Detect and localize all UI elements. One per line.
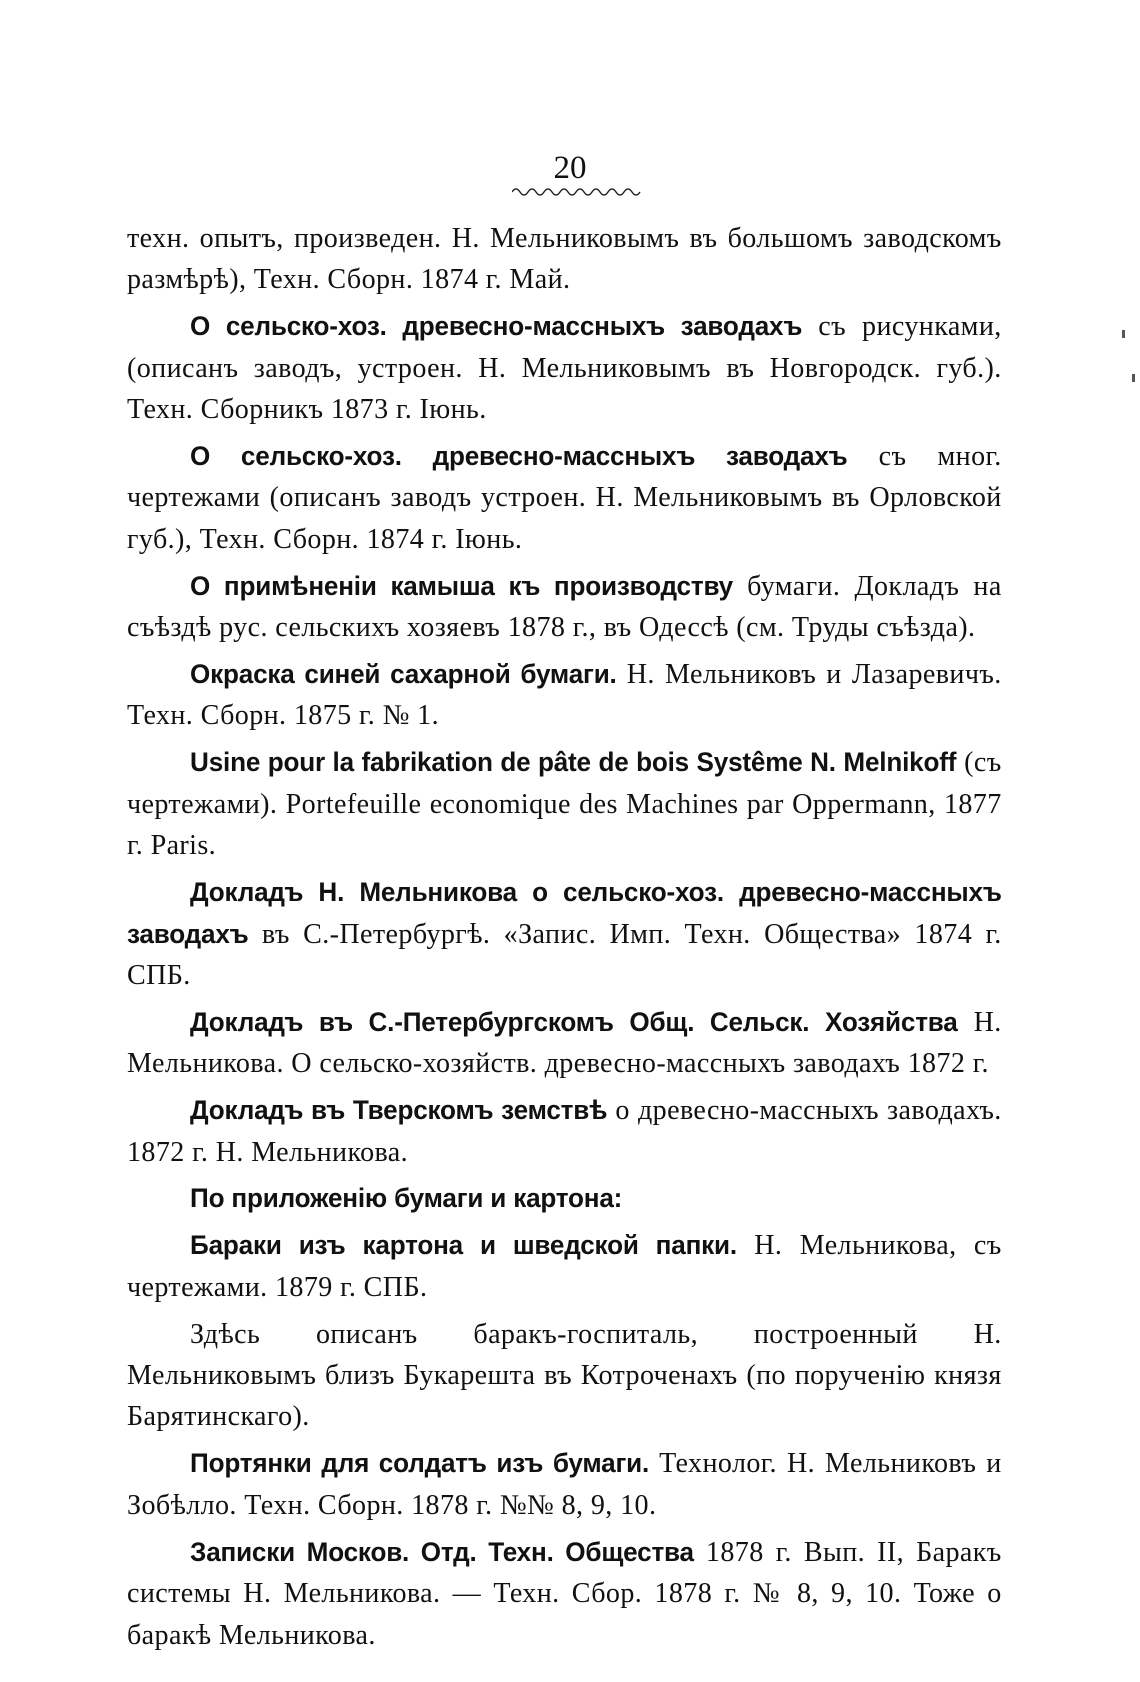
entry-text: о древесно-массныхъ заводахъ. 1872 г. Н. Мельникова. — [127, 1095, 1002, 1168]
page-number: 20 — [553, 150, 587, 186]
section-heading — [127, 1178, 1002, 1219]
bibliography-entry — [127, 872, 1002, 996]
entry-text: бумаги. Докладъ на съѣздѣ рус. сельскихъ хозяевъ 1878 г., въ Одессѣ (см. Труды съѣзда). — [127, 570, 1002, 644]
entry-title: Портянки для солдатъ изъ бумаги. — [190, 1448, 650, 1479]
entry-text: техн. опытъ, произведен. Н. Мельниковымъ въ большомъ заводскомъ размѣрѣ), Техн. Сборн. 1874 г. Май. — [127, 223, 1002, 296]
entry-title: Usine pour la fabrikation de pâte de bois Systême N. Melnikoff — [190, 747, 957, 778]
bibliography-entry — [127, 566, 1002, 649]
bibliography-entry — [127, 1090, 1002, 1173]
entry-text: Технолог. Н. Мельниковъ и Зобѣлло. Техн. Сборн. 1878 г. №№ 8, 9, 10. — [127, 1448, 1002, 1521]
body-text — [127, 218, 1015, 1661]
bibliography-entry — [127, 306, 1002, 430]
bibliography-entry — [127, 218, 1002, 301]
entry-text: (съ чертежами). Portefeuille economique des Machines par Oppermann, 1877 г. Paris. — [127, 747, 1002, 862]
bibliography-entry — [127, 742, 1002, 866]
margin-mark — [1122, 330, 1125, 338]
description-paragraph — [127, 1314, 1002, 1438]
entry-title: Докладъ Н. Мельникова о сельско-хоз. древесно-массныхъ заводахъ — [127, 877, 1002, 949]
entry-title: Окраска синей сахарной бумаги. — [190, 659, 617, 690]
section-heading-text: По приложенію бумаги и картона: — [190, 1183, 623, 1214]
entry-text: въ С.-Петербургѣ. «Запис. Имп. Техн. Общества» 1874 г. СПБ. — [127, 918, 1002, 991]
bibliography-entry — [127, 654, 1002, 737]
entry-text: съ рисунками, (описанъ заводъ, устроен. Н. Мельниковымъ въ Новгородск. губ.). Техн. Сборникъ 1873 г. Іюнь. — [127, 311, 1002, 426]
page-number-ornament — [512, 186, 642, 198]
entry-text: Здѣсь описанъ баракъ-госпиталь, построенный Н. Мельниковымъ близъ Букарешта въ Котроченахъ (по порученію князя Барятинскаго). — [127, 1318, 1002, 1433]
entry-title: Докладъ въ Тверскомъ земствѣ — [190, 1095, 608, 1126]
entry-text: Н. Мельникова. О сельско-хозяйств. древесно-массныхъ заводахъ 1872 г. — [127, 1006, 1002, 1080]
entry-text: 1878 г. Вып. II, Баракъ системы Н. Мельникова. — Техн. Сбор. 1878 г. № 8, 9, 10. Тоже о баракѣ Мельникова. — [127, 1536, 1002, 1651]
entry-title: Записки Москов. Отд. Техн. Общества — [190, 1536, 694, 1567]
entry-title: Бараки изъ картона и шведской папки. — [190, 1230, 737, 1261]
entry-title: О сельско-хоз. древесно-массныхъ заводахъ — [190, 441, 848, 472]
margin-mark — [1132, 374, 1135, 382]
entry-text: съ мног. чертежами (описанъ заводъ устроен. Н. Мельниковымъ въ Орловской губ.), Техн. Сборн. 1874 г. Іюнь. — [127, 441, 1002, 555]
entry-title: О сельско-хоз. древесно-массныхъ заводахъ — [190, 311, 803, 342]
entry-title: Докладъ въ С.-Петербургскомъ Общ. Сельск. Хозяйства — [190, 1006, 958, 1037]
entry-text: Н. Мельникова, съ чертежами. 1879 г. СПБ. — [127, 1230, 1002, 1303]
bibliography-entry — [127, 436, 1002, 560]
bibliography-entry — [127, 1443, 1002, 1526]
entry-title: О примѣненіи камыша къ производству — [190, 570, 733, 601]
bibliography-entry — [127, 1225, 1002, 1308]
bibliography-entry — [127, 1532, 1002, 1656]
bibliography-entry — [127, 1002, 1002, 1085]
entry-text: Н. Мельниковъ и Лазаревичъ. Техн. Сборн. 1875 г. № 1. — [127, 659, 1002, 732]
